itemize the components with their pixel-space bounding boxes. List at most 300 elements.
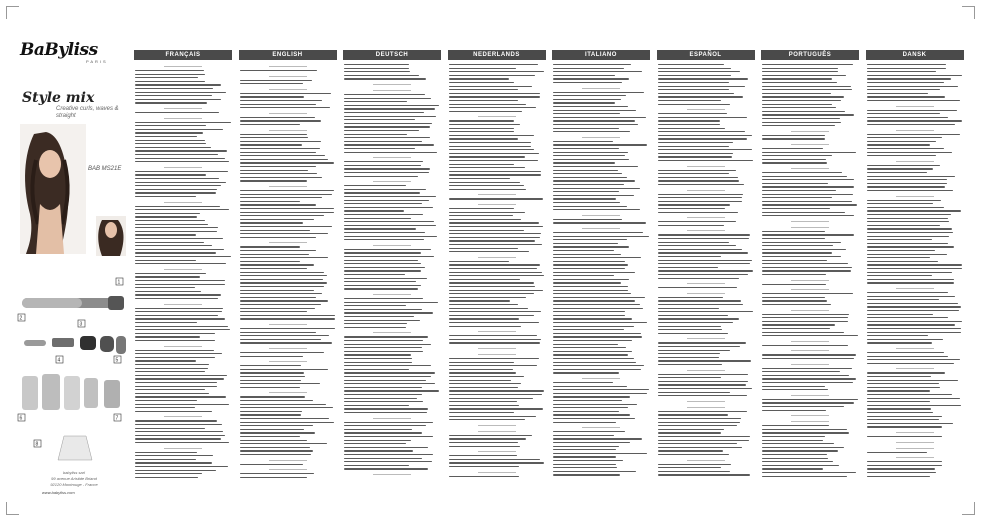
section-divider bbox=[269, 76, 307, 77]
body-text-line bbox=[658, 96, 743, 97]
body-text-line bbox=[135, 294, 221, 295]
body-text-line bbox=[867, 148, 944, 149]
body-text-line bbox=[658, 120, 721, 121]
body-text-line bbox=[867, 141, 937, 142]
body-text-line bbox=[240, 443, 328, 444]
body-text-line bbox=[344, 412, 427, 413]
body-text-line bbox=[449, 308, 529, 309]
body-text-line bbox=[449, 380, 511, 381]
body-text-line bbox=[762, 190, 836, 191]
body-text-line bbox=[553, 198, 616, 199]
body-text-line bbox=[449, 222, 539, 223]
body-text-line bbox=[449, 286, 536, 287]
body-text-line bbox=[553, 148, 619, 149]
body-text-line bbox=[658, 432, 721, 433]
body-text-line bbox=[449, 244, 542, 245]
body-text-line bbox=[344, 101, 407, 102]
body-text-line bbox=[762, 440, 823, 441]
body-text-line bbox=[762, 332, 844, 333]
body-text-line bbox=[867, 264, 962, 265]
body-text-line bbox=[449, 124, 521, 125]
section-divider bbox=[896, 442, 934, 443]
body-text-line bbox=[658, 353, 721, 354]
language-column-pt bbox=[761, 50, 859, 490]
body-text-line bbox=[344, 454, 433, 455]
body-text-line bbox=[135, 178, 219, 179]
body-text-line bbox=[344, 71, 410, 72]
body-text-line bbox=[867, 78, 951, 79]
body-text-line bbox=[344, 116, 436, 117]
body-text-line bbox=[344, 285, 421, 286]
body-text-line bbox=[867, 71, 937, 72]
body-text-line bbox=[344, 256, 434, 257]
body-text-line bbox=[240, 477, 307, 478]
model-photo bbox=[20, 124, 86, 254]
body-text-line bbox=[240, 293, 323, 294]
body-text-line bbox=[553, 372, 619, 373]
body-text-line bbox=[867, 272, 953, 273]
body-text-line bbox=[553, 155, 625, 156]
body-text-line bbox=[240, 396, 306, 397]
body-text-line bbox=[449, 398, 533, 399]
body-text-line bbox=[135, 322, 197, 323]
body-text-line bbox=[553, 389, 649, 390]
body-text-line bbox=[867, 436, 943, 437]
body-text-line bbox=[240, 411, 302, 412]
body-text-line bbox=[867, 282, 955, 283]
body-text-line bbox=[449, 78, 510, 79]
body-text-line bbox=[135, 206, 220, 207]
section-divider bbox=[269, 130, 307, 131]
body-text-line bbox=[867, 124, 956, 125]
body-text-line bbox=[449, 251, 530, 252]
crop-mark-top-right bbox=[962, 6, 975, 19]
body-text-line bbox=[449, 93, 541, 94]
body-text-line bbox=[658, 388, 753, 389]
body-text-line bbox=[658, 311, 754, 312]
body-text-line bbox=[658, 443, 738, 444]
body-text-line bbox=[344, 323, 407, 324]
body-text-line bbox=[762, 263, 848, 264]
body-text-line bbox=[762, 111, 845, 112]
body-text-line bbox=[658, 68, 731, 69]
body-text-line bbox=[762, 267, 852, 268]
body-text-line bbox=[449, 156, 525, 157]
cover-panel bbox=[14, 14, 130, 509]
body-text-line bbox=[135, 280, 225, 281]
body-text-line bbox=[553, 308, 643, 309]
body-text-line bbox=[762, 204, 857, 205]
section-divider bbox=[164, 66, 202, 67]
section-divider bbox=[687, 190, 725, 191]
body-text-line bbox=[553, 106, 628, 107]
body-text-line bbox=[344, 316, 414, 317]
section-divider bbox=[478, 472, 516, 473]
body-text-line bbox=[344, 203, 422, 204]
body-text-line bbox=[135, 407, 195, 408]
body-text-line bbox=[344, 390, 439, 391]
body-text-line bbox=[867, 332, 962, 333]
body-text-line bbox=[867, 292, 948, 293]
body-text-line bbox=[867, 165, 941, 166]
section-divider bbox=[478, 451, 516, 452]
body-text-line bbox=[344, 267, 425, 268]
language-column-nl bbox=[448, 50, 546, 490]
body-text-line bbox=[449, 372, 516, 373]
section-divider bbox=[478, 431, 516, 432]
body-text-line bbox=[449, 365, 537, 366]
body-text-line bbox=[449, 293, 535, 294]
body-text-line bbox=[553, 365, 644, 366]
language-heading: ITALIANO bbox=[552, 50, 650, 60]
body-text-line bbox=[135, 256, 231, 257]
section-divider bbox=[687, 293, 725, 294]
section-divider bbox=[791, 168, 829, 169]
body-text-line bbox=[344, 372, 435, 373]
body-text-line bbox=[762, 386, 825, 387]
body-text-line bbox=[762, 378, 856, 379]
body-text-line bbox=[240, 104, 316, 105]
body-text-line bbox=[449, 96, 541, 97]
body-text-line bbox=[553, 315, 625, 316]
body-text-line bbox=[658, 225, 725, 226]
body-text-line bbox=[344, 351, 423, 352]
body-text-line bbox=[135, 455, 213, 456]
body-text-line bbox=[344, 380, 426, 381]
body-text-line bbox=[553, 113, 620, 114]
body-text-line bbox=[344, 383, 435, 384]
body-text-line bbox=[344, 196, 436, 197]
section-divider bbox=[896, 161, 934, 162]
body-text-line bbox=[553, 202, 620, 203]
body-text-line bbox=[867, 86, 958, 87]
body-text-line bbox=[449, 111, 523, 112]
body-text-line bbox=[658, 304, 744, 305]
body-text-line bbox=[867, 342, 933, 343]
body-text-line bbox=[135, 216, 197, 217]
body-text-line bbox=[867, 405, 962, 406]
body-text-line bbox=[135, 209, 229, 210]
body-text-line bbox=[135, 473, 202, 474]
body-text-line bbox=[867, 398, 960, 399]
body-text-line bbox=[867, 380, 958, 381]
body-text-line bbox=[867, 207, 945, 208]
body-text-line bbox=[553, 75, 615, 76]
body-text-line bbox=[449, 442, 519, 443]
section-divider bbox=[896, 348, 934, 349]
body-text-line bbox=[449, 233, 541, 234]
body-text-line bbox=[449, 237, 541, 238]
body-text-line bbox=[344, 398, 417, 399]
body-text-line bbox=[344, 450, 413, 451]
body-text-line bbox=[344, 298, 423, 299]
body-text-line bbox=[762, 194, 853, 195]
body-text-line bbox=[762, 122, 841, 123]
body-text-line bbox=[135, 185, 221, 186]
body-text-line bbox=[553, 411, 619, 412]
body-text-line bbox=[344, 440, 411, 441]
body-text-line bbox=[344, 252, 421, 253]
section-divider bbox=[791, 364, 829, 365]
body-text-line bbox=[658, 297, 724, 298]
body-text-line bbox=[658, 329, 723, 330]
body-text-line bbox=[762, 176, 847, 177]
body-text-line bbox=[240, 194, 332, 195]
body-text-line bbox=[762, 114, 854, 115]
section-divider bbox=[582, 215, 620, 216]
body-text-line bbox=[344, 228, 416, 229]
body-text-line bbox=[762, 256, 841, 257]
body-text-line bbox=[135, 245, 212, 246]
body-text-line bbox=[344, 119, 415, 120]
body-text-line bbox=[135, 315, 218, 316]
body-text-line bbox=[135, 386, 217, 387]
body-text-line bbox=[762, 354, 856, 355]
body-text-line bbox=[135, 92, 226, 93]
body-text-line bbox=[240, 120, 322, 121]
body-text-line bbox=[553, 467, 617, 468]
body-text-line bbox=[762, 335, 858, 336]
body-text-line bbox=[344, 137, 430, 138]
body-text-line bbox=[553, 236, 649, 237]
body-text-line bbox=[762, 454, 827, 455]
body-text-line bbox=[240, 80, 312, 81]
brand-logo bbox=[20, 40, 124, 62]
body-text-line bbox=[449, 390, 545, 391]
body-text-line bbox=[867, 352, 945, 353]
body-text-line bbox=[658, 440, 750, 441]
body-text-line bbox=[553, 170, 618, 171]
body-text-line bbox=[135, 143, 206, 144]
section-divider bbox=[269, 348, 307, 349]
body-text-line bbox=[867, 468, 935, 469]
body-text-line bbox=[658, 113, 727, 114]
body-text-line bbox=[658, 82, 730, 83]
section-divider bbox=[269, 113, 307, 114]
body-text-line bbox=[762, 100, 841, 101]
body-text-line bbox=[762, 402, 854, 403]
body-text-line bbox=[240, 197, 322, 198]
body-text-line bbox=[658, 234, 751, 235]
body-text-line bbox=[240, 208, 335, 209]
section-divider bbox=[687, 338, 725, 339]
section-divider bbox=[373, 332, 411, 333]
body-text-line bbox=[135, 129, 223, 130]
body-text-line bbox=[135, 404, 229, 405]
section-divider bbox=[164, 346, 202, 347]
body-text-line bbox=[553, 78, 629, 79]
body-text-line bbox=[762, 89, 852, 90]
body-text-line bbox=[867, 387, 940, 388]
body-text-line bbox=[762, 201, 852, 202]
body-text-line bbox=[553, 177, 627, 178]
body-text-line bbox=[240, 422, 335, 423]
body-text-line bbox=[762, 179, 854, 180]
body-text-line bbox=[658, 342, 747, 343]
body-text-line bbox=[553, 407, 628, 408]
body-text-line bbox=[658, 263, 751, 264]
model-number: BAB MS21E bbox=[88, 166, 122, 172]
body-text-line bbox=[449, 208, 514, 209]
body-text-line bbox=[344, 429, 412, 430]
body-text-line bbox=[240, 83, 304, 84]
body-text-line bbox=[658, 177, 738, 178]
body-text-line bbox=[344, 305, 406, 306]
body-text-line bbox=[762, 172, 842, 173]
body-text-line bbox=[240, 383, 320, 384]
body-text-line bbox=[344, 394, 422, 395]
body-text-line bbox=[344, 425, 426, 426]
body-text-line bbox=[240, 315, 335, 316]
language-column-it bbox=[552, 50, 650, 490]
section-divider bbox=[164, 108, 202, 109]
body-text-line bbox=[449, 160, 538, 161]
body-text-line bbox=[240, 275, 328, 276]
body-text-line bbox=[135, 368, 208, 369]
body-text-line bbox=[867, 261, 938, 262]
body-text-line bbox=[135, 477, 198, 478]
body-text-line bbox=[449, 212, 525, 213]
body-text-line bbox=[135, 350, 214, 351]
body-text-line bbox=[344, 465, 409, 466]
body-text-line bbox=[240, 96, 305, 97]
section-divider bbox=[896, 457, 934, 458]
body-text-line bbox=[344, 130, 419, 131]
language-column-de bbox=[343, 50, 441, 490]
body-text-line bbox=[762, 148, 823, 149]
body-text-line bbox=[553, 279, 629, 280]
body-text-line bbox=[240, 372, 305, 373]
body-text-line bbox=[658, 86, 745, 87]
body-text-line bbox=[135, 171, 228, 172]
body-text-line bbox=[449, 358, 540, 359]
section-divider bbox=[896, 288, 934, 289]
body-text-line bbox=[344, 176, 418, 177]
body-text-line bbox=[240, 272, 324, 273]
body-text-line bbox=[344, 354, 411, 355]
body-text-line bbox=[240, 404, 326, 405]
section-divider bbox=[896, 448, 934, 449]
section-divider bbox=[791, 350, 829, 351]
body-text-line bbox=[553, 92, 644, 93]
body-text-line bbox=[658, 128, 725, 129]
body-text-line bbox=[553, 471, 636, 472]
body-text-line bbox=[553, 184, 624, 185]
body-text-line bbox=[240, 170, 309, 171]
body-text-line bbox=[135, 196, 196, 197]
body-text-line bbox=[240, 93, 332, 94]
body-text-line bbox=[762, 183, 828, 184]
body-text-line bbox=[867, 89, 940, 90]
body-text-line bbox=[553, 232, 643, 233]
section-divider bbox=[687, 407, 725, 408]
body-text-line bbox=[344, 408, 428, 409]
body-text-line bbox=[449, 394, 543, 395]
body-text-line bbox=[449, 268, 537, 269]
body-text-line bbox=[658, 374, 748, 375]
body-text-line bbox=[762, 159, 826, 160]
section-divider bbox=[896, 196, 934, 197]
body-text-line bbox=[135, 382, 217, 383]
body-text-line bbox=[762, 450, 838, 451]
body-text-line bbox=[344, 192, 420, 193]
body-text-line bbox=[762, 429, 847, 430]
section-divider bbox=[164, 202, 202, 203]
body-text-line bbox=[867, 75, 963, 76]
body-text-line bbox=[240, 233, 328, 234]
body-text-line bbox=[553, 254, 621, 255]
body-text-line bbox=[867, 113, 940, 114]
body-text-line bbox=[762, 138, 825, 139]
body-text-line bbox=[135, 231, 217, 232]
body-text-line bbox=[344, 214, 423, 215]
body-text-line bbox=[867, 221, 949, 222]
body-text-line bbox=[553, 144, 647, 145]
figure-label-3: 3 bbox=[79, 321, 83, 328]
body-text-line bbox=[658, 300, 742, 301]
body-text-line bbox=[867, 120, 963, 121]
body-text-line bbox=[553, 239, 627, 240]
body-text-line bbox=[762, 406, 844, 407]
body-text-line bbox=[135, 438, 221, 439]
body-text-line bbox=[867, 137, 942, 138]
body-text-line bbox=[135, 298, 218, 299]
body-text-line bbox=[762, 93, 831, 94]
language-column-da bbox=[866, 50, 964, 490]
body-text-line bbox=[762, 252, 832, 253]
body-text-line bbox=[344, 141, 422, 142]
body-text-line bbox=[867, 203, 934, 204]
body-text-line bbox=[553, 300, 635, 301]
body-text-line bbox=[449, 335, 538, 336]
body-text-line bbox=[553, 264, 628, 265]
body-text-line bbox=[240, 339, 322, 340]
body-text-line bbox=[658, 242, 729, 243]
body-text-line bbox=[762, 249, 846, 250]
body-text-line bbox=[135, 435, 225, 436]
body-text-line bbox=[344, 75, 419, 76]
body-text-line bbox=[867, 363, 954, 364]
body-text-line bbox=[658, 170, 736, 171]
body-text-line bbox=[135, 249, 224, 250]
body-text-line bbox=[762, 64, 853, 65]
body-text-line bbox=[867, 390, 930, 391]
body-text-line bbox=[344, 232, 425, 233]
body-text-line bbox=[553, 396, 630, 397]
brand-name: BaByliss bbox=[20, 40, 98, 60]
body-text-line bbox=[135, 462, 212, 463]
body-text-line bbox=[344, 225, 436, 226]
body-text-line bbox=[240, 261, 301, 262]
body-text-line bbox=[658, 252, 748, 253]
figure-label-5: 5 bbox=[115, 357, 119, 364]
language-column-en bbox=[239, 50, 337, 490]
section-divider bbox=[269, 242, 307, 243]
body-text-line bbox=[658, 124, 720, 125]
body-text-line bbox=[762, 197, 832, 198]
section-divider bbox=[269, 392, 307, 393]
body-text-line bbox=[344, 144, 434, 145]
body-text-line bbox=[449, 455, 517, 456]
body-text-line bbox=[867, 246, 954, 247]
body-text-line bbox=[344, 432, 422, 433]
body-text-line bbox=[449, 131, 515, 132]
body-text-line bbox=[344, 320, 420, 321]
body-text-line bbox=[135, 192, 216, 193]
body-text-line bbox=[867, 155, 937, 156]
body-text-line bbox=[135, 400, 197, 401]
body-text-line bbox=[344, 236, 437, 237]
